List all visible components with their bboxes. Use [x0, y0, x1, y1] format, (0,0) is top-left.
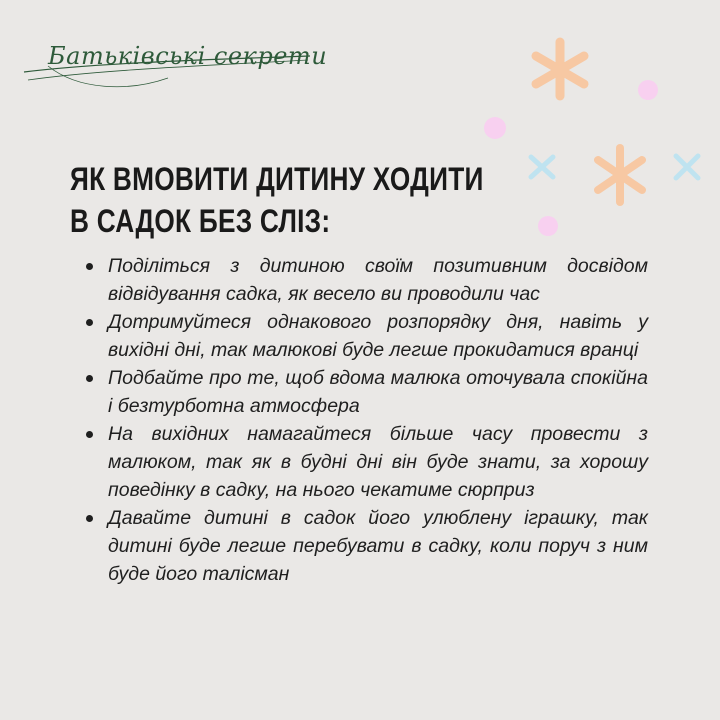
tip-text: Дотримуйтеся однакового розпорядку дня, навіть у вихідні дні, так малюкові буде легше прокидатися вранці [108, 311, 648, 361]
title-line-2: В САДОК БЕЗ СЛІЗ: [70, 203, 331, 239]
bullet-icon [86, 263, 93, 270]
tip-text: Давайте дитині в садок його улюблену іграшку, так дитині буде легше перебувати в садку, коли поруч з ним буде його талісман [108, 507, 648, 585]
star-peach-small-icon [598, 148, 642, 202]
bullet-icon [86, 319, 93, 326]
list-item [108, 252, 648, 308]
star-peach-large-icon [536, 42, 584, 96]
bullet-icon [86, 431, 93, 438]
brand-name: Батьківські секрети [48, 42, 328, 70]
star-blue-left-icon [531, 157, 553, 177]
star-blue-right-icon [676, 156, 698, 178]
title-line-1: ЯК ВМОВИТИ ДИТИНУ ХОДИТИ [70, 161, 484, 197]
pink-dot-icon [484, 117, 506, 139]
page-title [70, 158, 496, 242]
list-item [108, 308, 648, 364]
pink-dot-icon [538, 216, 558, 236]
pink-dot-icon [638, 80, 658, 100]
tip-text: Поділіться з дитиною своїм позитивним досвідом відвідування садка, як весело ви проводили час [108, 255, 648, 305]
bullet-icon [86, 515, 93, 522]
bullet-icon [86, 375, 93, 382]
tip-text: Подбайте про те, щоб вдома малюка оточувала спокійна і безтурботна атмосфера [108, 367, 648, 417]
list-item [108, 420, 648, 504]
tips-list [108, 252, 648, 588]
tip-text: На вихідних намагайтеся більше часу провести з малюком, так як в будні дні він буде знати, за хорошу поведінку в садку, на нього чекатиме сюрприз [108, 423, 648, 501]
list-item [108, 364, 648, 420]
list-item [108, 504, 648, 588]
